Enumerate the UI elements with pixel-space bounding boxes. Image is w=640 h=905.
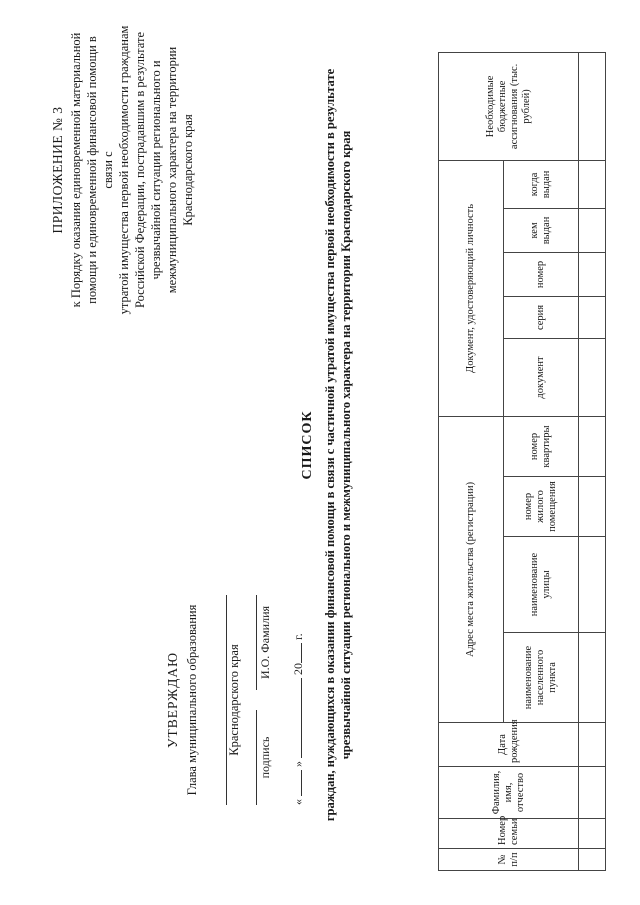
- col-street-header: наименование улицы: [504, 537, 579, 633]
- table-cell: [579, 416, 606, 476]
- approval-block: [165, 595, 306, 805]
- approval-region: Краснодарского края: [227, 644, 241, 756]
- date-year-prefix: 20: [291, 663, 305, 675]
- table-cell: [579, 160, 606, 208]
- date-year-suffix: г.: [291, 633, 305, 640]
- col-number-header: номер: [504, 252, 579, 296]
- appendix-line: Краснодарского края: [181, 114, 195, 226]
- appendix-line: межмуниципального характера на территории: [165, 46, 179, 294]
- appendix-line: утратой имущества первой необходимости гражданам: [117, 25, 131, 315]
- col-document-header: Документ, удостоверяющий личность: [439, 160, 504, 416]
- col-fio-header: Фамилия, имя, отчество: [439, 767, 579, 819]
- table-cell: [579, 819, 606, 849]
- list-heading: [300, 55, 354, 835]
- appendix-line: к Порядку оказания единовременной материальной: [69, 32, 83, 308]
- table-cell: [579, 296, 606, 338]
- col-series-header: серия: [504, 296, 579, 338]
- col-birth-header: Дата рождения: [439, 723, 579, 767]
- table-cell: [579, 208, 606, 252]
- table-cell: [579, 537, 606, 633]
- table-cell: [579, 52, 606, 160]
- col-funds-header: Необходимые бюджетные ассигнования (тыс. рублей): [439, 52, 579, 160]
- col-doc-header: документ: [504, 338, 579, 416]
- col-address-header: Адрес места жительства (регистрации): [439, 416, 504, 722]
- col-locality-header: наименование населенного пункта: [504, 633, 579, 723]
- date-quote-open: «: [291, 799, 305, 805]
- municipality-name-line: [208, 595, 227, 805]
- table-row: [579, 52, 606, 870]
- appendix-title: ПРИЛОЖЕНИЕ № 3: [50, 106, 65, 234]
- table-cell: [579, 767, 606, 819]
- name-label: И.О. Фамилия: [256, 595, 273, 690]
- citizens-table: [438, 52, 606, 871]
- col-apartment-header: номер квартиры: [504, 416, 579, 476]
- approval-position: Глава муниципального образования: [185, 604, 199, 796]
- appendix-line: Российской Федерации, пострадавшим в результате: [133, 31, 147, 309]
- col-family-header: Номер семьи: [439, 819, 579, 849]
- signature-row: [256, 595, 273, 805]
- table-cell: [579, 477, 606, 537]
- table-cell: [579, 723, 606, 767]
- table-cell: [579, 849, 606, 871]
- col-num-header: № п/п: [439, 849, 579, 871]
- list-description: граждан, нуждающихся в оказании финансовой помощи в связи с частичной утратой имущества первой необходимости в результате чрезвычайной ситуации регионального и межмуниципального характера на территории Краснодарского края: [323, 68, 353, 822]
- table-cell: [579, 252, 606, 296]
- col-house-header: номер жилого помещения: [504, 477, 579, 537]
- col-issued-by-header: кем выдан: [504, 208, 579, 252]
- col-issued-when-header: когда выдан: [504, 160, 579, 208]
- list-title: СПИСОК: [300, 410, 315, 480]
- signature-label: подпись: [256, 710, 273, 805]
- date-quote-close: »: [291, 761, 305, 767]
- appendix-line: чрезвычайной ситуации регионального и: [149, 60, 163, 280]
- appendix-line: помощи и единовременной финансовой помощи в связи с: [85, 36, 115, 304]
- table-cell: [579, 338, 606, 416]
- appendix-block: [50, 25, 196, 315]
- table-cell: [579, 633, 606, 723]
- approval-title: УТВЕРЖДАЮ: [165, 651, 180, 749]
